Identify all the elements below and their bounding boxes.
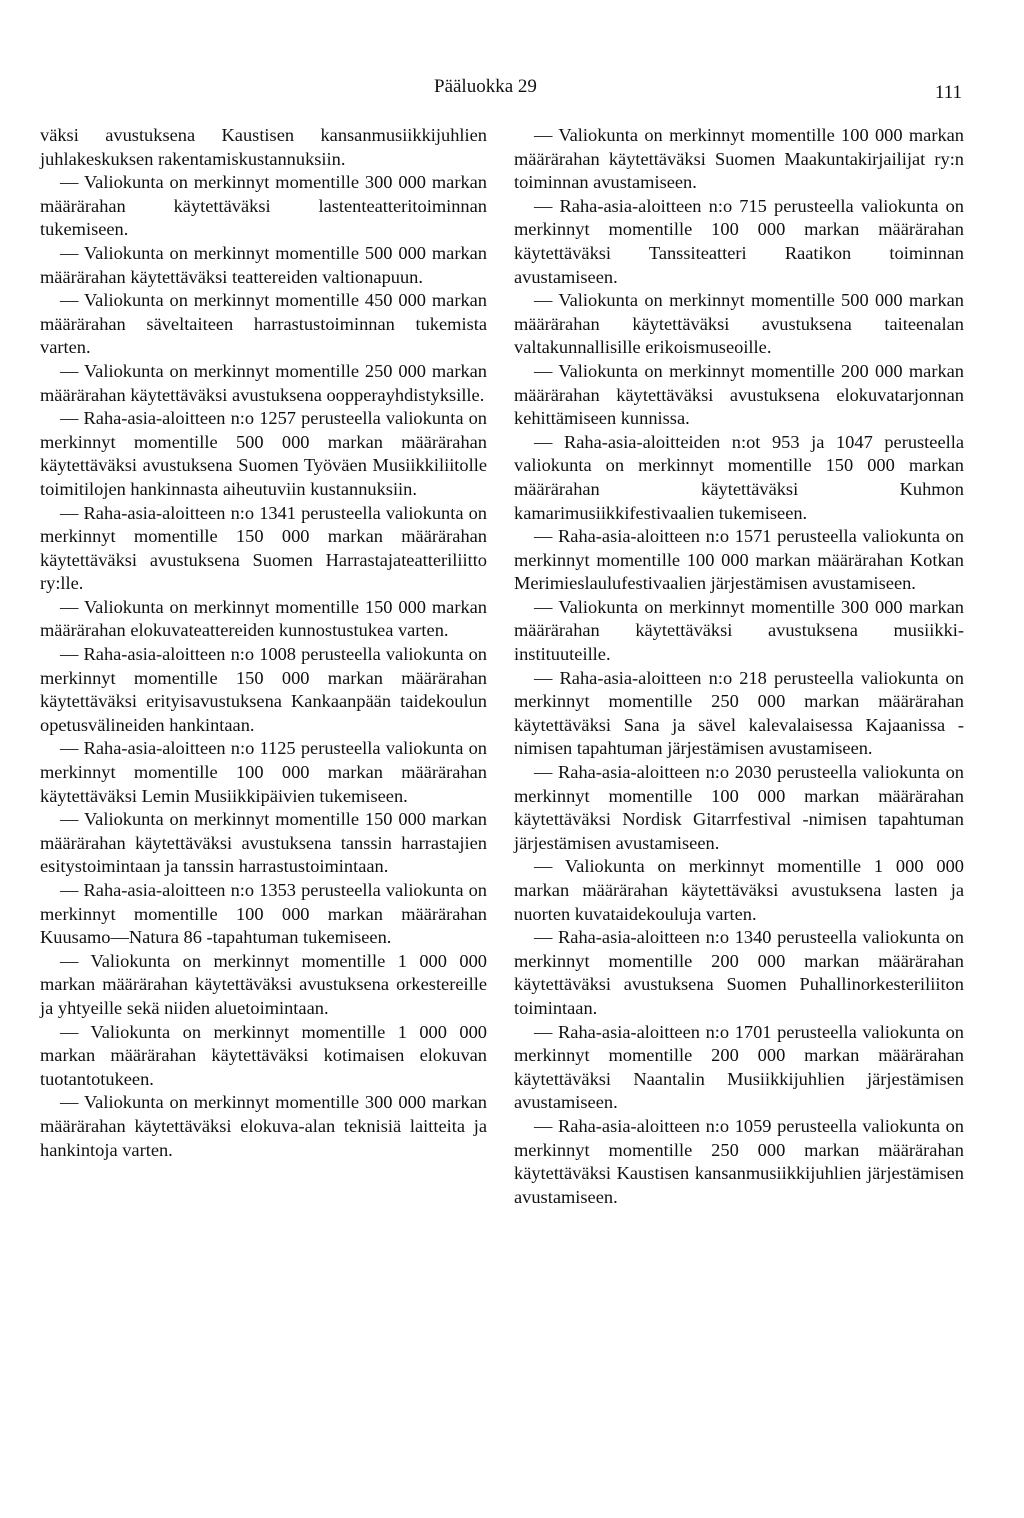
- paragraph: — Raha-asia-aloitteen n:o 1701 perusteella valiokunta on merkinnyt momentille 200 000 markan määrärahan käytettäväksi Naantalin Musiikkijuhlien järjestämisen avustamiseen.: [514, 1021, 964, 1113]
- paragraph: — Raha-asia-aloitteen n:o 218 perusteella valiokunta on merkinnyt momentille 250 000 markan määrärahan käytettäväksi Sana ja sävel kalevalaisessa Kajaanissa -nimisen tapahtuman järjestämisen avustamiseen.: [514, 667, 964, 759]
- paragraph: — Raha-asia-aloitteen n:o 1257 perusteella valiokunta on merkinnyt momentille 500 000 markan määrärahan käytettäväksi avustuksena Suomen Työväen Musiikkiliitolle toimitilojen hankinnasta aiheutuviin kustannuksiin.: [40, 408, 487, 499]
- paragraph: — Valiokunta on merkinnyt momentille 500 000 markan määrärahan käytettäväksi avustuksena taiteenalan valtakunnallisille erikoismuseoille.: [514, 290, 964, 358]
- paragraph: — Raha-asia-aloitteen n:o 1008 perusteella valiokunta on merkinnyt momentille 150 000 markan määrärahan käytettäväksi erityisavustuksena Kankaanpään taidekoulun opetusvälineiden hankintaan.: [40, 644, 487, 735]
- paragraph: — Valiokunta on merkinnyt momentille 1 000 000 markan määrärahan käytettäväksi avustuksena orkestereille ja yhtyeille sekä niiden aluetoimintaan.: [40, 950, 487, 1018]
- paragraph: — Raha-asia-aloitteen n:o 1125 perusteella valiokunta on merkinnyt momentille 100 000 markan määrärahan käytettäväksi Lemin Musiikkipäivien tukemiseen.: [40, 738, 487, 806]
- paragraph: — Valiokunta on merkinnyt momentille 1 000 000 markan määrärahan käytettäväksi kotimaisen elokuvan tuotantotukeen.: [40, 1021, 487, 1089]
- paragraph: — Raha-asia-aloitteen n:o 1340 perusteella valiokunta on merkinnyt momentille 200 000 markan määrärahan käytettäväksi avustuksena Suomen Puhallinorkesteriliiton toimintaan.: [514, 927, 964, 1018]
- paragraph: — Raha-asia-aloitteen n:o 1341 perusteella valiokunta on merkinnyt momentille 150 000 markan määrärahan käytettäväksi avustuksena Suomen Harrastajateatteriliitto ry:lle.: [40, 502, 487, 594]
- paragraph: väksi avustuksena Kaustisen kansanmusiikkijuhlien juhlakeskuksen rakentamiskustannuksiin.: [40, 125, 487, 169]
- paragraph: — Valiokunta on merkinnyt momentille 1 000 000 markan määrärahan käytettäväksi avustuksena lasten ja nuorten kuvataidekouluja varten.: [514, 856, 964, 924]
- paragraph: — Valiokunta on merkinnyt momentille 150 000 markan määrärahan käytettäväksi avustuksena tanssin harrastajien esitystoimintaan ja tanssin harrastustoimintaan.: [40, 809, 487, 877]
- paragraph: — Raha-asia-aloitteen n:o 2030 perusteella valiokunta on merkinnyt momentille 100 000 markan määrärahan käytettäväksi Nordisk Gitarrfestival -nimisen tapahtuman järjestämisen avustamiseen.: [514, 762, 964, 853]
- running-title: Pääluokka 29: [434, 76, 537, 97]
- paragraph: — Valiokunta on merkinnyt momentille 300 000 markan määrärahan käytettäväksi lastenteatteritoiminnan tukemiseen.: [40, 172, 487, 240]
- paragraph: — Raha-asia-aloitteen n:o 1571 perusteella valiokunta on merkinnyt momentille 100 000 markan määrärahan Kotkan Merimieslaulufestivaalien järjestämisen avustamiseen.: [514, 526, 964, 594]
- paragraph: — Valiokunta on merkinnyt momentille 100 000 markan määrärahan käytettäväksi Suomen Maakuntakirjailijat ry:n toiminnan avustamiseen.: [514, 125, 964, 193]
- paragraph: — Valiokunta on merkinnyt momentille 150 000 markan määrärahan elokuvateattereiden kunnostustukea varten.: [40, 596, 487, 641]
- page-header: [0, 74, 1024, 104]
- right-column: [514, 124, 964, 1209]
- page-number: 111: [934, 82, 962, 103]
- paragraph: — Valiokunta on merkinnyt momentille 300 000 markan määrärahan käytettäväksi avustuksena musiikki-instituuteille.: [514, 596, 964, 665]
- paragraph: — Valiokunta on merkinnyt momentille 500 000 markan määrärahan käytettäväksi teattereiden valtionapuun.: [40, 242, 487, 287]
- paragraph: — Valiokunta on merkinnyt momentille 250 000 markan määrärahan käytettäväksi avustuksena oopperayhdistyksille.: [40, 360, 487, 405]
- paragraph: — Valiokunta on merkinnyt momentille 300 000 markan määrärahan käytettäväksi elokuva-alan teknisiä laitteita ja hankintoja varten.: [40, 1092, 487, 1160]
- paragraph: — Valiokunta on merkinnyt momentille 450 000 markan määrärahan säveltaiteen harrastustoiminnan tukemista varten.: [40, 290, 487, 358]
- paragraph: — Raha-asia-aloitteen n:o 1353 perusteella valiokunta on merkinnyt momentille 100 000 markan määrärahan Kuusamo—Natura 86 -tapahtuman tukemiseen.: [40, 880, 487, 948]
- paragraph: — Raha-asia-aloitteiden n:ot 953 ja 1047 perusteella valiokunta on merkinnyt momentille 150 000 markan määrärahan käytettäväksi Kuhmon kamarimusiikkifestivaalien tukemiseen.: [514, 431, 964, 523]
- left-column: [40, 124, 487, 1162]
- paragraph: — Valiokunta on merkinnyt momentille 200 000 markan määrärahan käytettäväksi avustuksena elokuvatarjonnan kehittämiseen kunnissa.: [514, 360, 964, 429]
- paragraph: — Raha-asia-aloitteen n:o 1059 perusteella valiokunta on merkinnyt momentille 250 000 markan määrärahan käytettäväksi Kaustisen kansanmusiikkijuhlien järjestämisen avustamiseen.: [514, 1115, 964, 1207]
- paragraph: — Raha-asia-aloitteen n:o 715 perusteella valiokunta on merkinnyt momentille 100 000 markan määrärahan käytettäväksi Tanssiteatteri Raatikon toiminnan avustamiseen.: [514, 195, 964, 287]
